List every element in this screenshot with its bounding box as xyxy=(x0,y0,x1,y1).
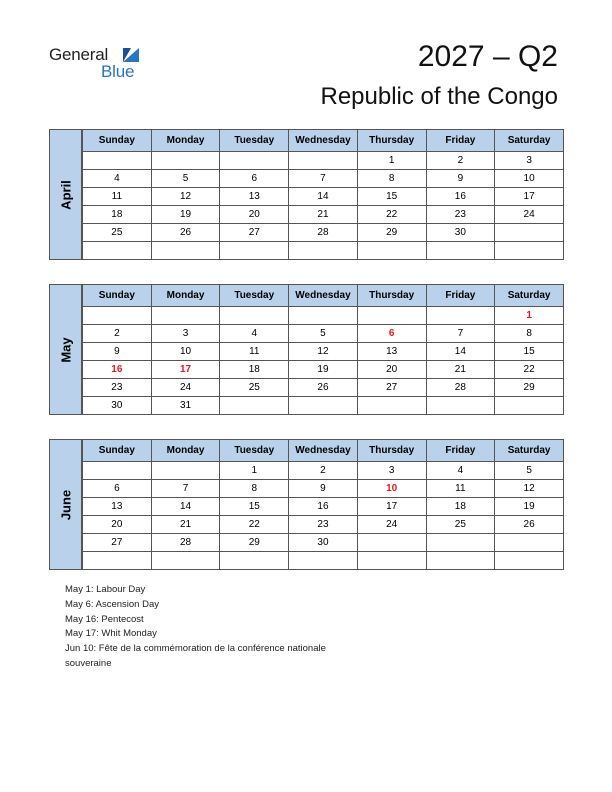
day-cell: 31 xyxy=(151,397,220,415)
day-cell xyxy=(151,462,220,480)
weekday-header: Saturday xyxy=(495,440,564,462)
weekday-header: Wednesday xyxy=(289,130,358,152)
day-cell: 26 xyxy=(289,379,358,397)
day-cell: 9 xyxy=(289,480,358,498)
day-cell: 22 xyxy=(357,206,426,224)
day-cell xyxy=(151,552,220,570)
day-cell: 8 xyxy=(495,325,564,343)
day-cell xyxy=(83,242,152,260)
day-cell: 20 xyxy=(357,361,426,379)
weekday-header: Friday xyxy=(426,440,495,462)
month-label xyxy=(49,129,82,260)
day-cell: 28 xyxy=(289,224,358,242)
day-cell: 29 xyxy=(357,224,426,242)
holiday-note: May 17: Whit Monday xyxy=(65,628,157,640)
day-cell xyxy=(357,534,426,552)
week-row xyxy=(83,307,564,325)
day-cell: 24 xyxy=(151,379,220,397)
day-cell xyxy=(495,242,564,260)
day-cell: 29 xyxy=(220,534,289,552)
day-cell xyxy=(220,397,289,415)
day-cell: 1 xyxy=(357,152,426,170)
weekday-header: Tuesday xyxy=(220,285,289,307)
week-row xyxy=(83,379,564,397)
day-cell: 6 xyxy=(83,480,152,498)
day-cell: 16 xyxy=(426,188,495,206)
day-cell: 5 xyxy=(151,170,220,188)
weekday-header: Monday xyxy=(151,285,220,307)
day-cell: 15 xyxy=(220,498,289,516)
day-cell xyxy=(83,152,152,170)
day-cell: 17 xyxy=(495,188,564,206)
weekday-header: Sunday xyxy=(83,440,152,462)
weekday-header-row xyxy=(83,285,564,307)
day-cell: 29 xyxy=(495,379,564,397)
week-row xyxy=(83,462,564,480)
day-cell: 19 xyxy=(495,498,564,516)
day-cell xyxy=(289,552,358,570)
day-cell xyxy=(289,397,358,415)
weekday-header: Friday xyxy=(426,285,495,307)
weekday-header-row xyxy=(83,440,564,462)
day-cell xyxy=(220,242,289,260)
day-cell: 19 xyxy=(151,206,220,224)
day-cell xyxy=(83,552,152,570)
day-cell: 23 xyxy=(426,206,495,224)
day-cell xyxy=(357,307,426,325)
day-cell: 2 xyxy=(83,325,152,343)
day-cell: 24 xyxy=(495,206,564,224)
week-row xyxy=(83,397,564,415)
day-cell xyxy=(495,534,564,552)
day-cell: 30 xyxy=(426,224,495,242)
day-cell: 28 xyxy=(151,534,220,552)
day-cell: 18 xyxy=(83,206,152,224)
day-cell: 2 xyxy=(426,152,495,170)
week-row xyxy=(83,343,564,361)
day-cell: 3 xyxy=(495,152,564,170)
month-label xyxy=(49,439,82,570)
day-cell: 26 xyxy=(151,224,220,242)
quarter-title: 2027 – Q2 xyxy=(417,40,558,73)
weekday-header: Wednesday xyxy=(289,440,358,462)
day-cell: 8 xyxy=(357,170,426,188)
weekday-header: Tuesday xyxy=(220,440,289,462)
weekday-header: Tuesday xyxy=(220,130,289,152)
holiday-note: May 6: Ascension Day xyxy=(65,598,159,610)
day-cell: 20 xyxy=(220,206,289,224)
day-cell: 11 xyxy=(83,188,152,206)
weekday-header: Friday xyxy=(426,130,495,152)
logo-triangle-shade-icon xyxy=(123,48,131,62)
day-cell xyxy=(289,152,358,170)
general-blue-logo xyxy=(49,45,149,85)
day-cell: 10 xyxy=(151,343,220,361)
day-cell xyxy=(495,224,564,242)
week-row xyxy=(83,242,564,260)
day-cell: 18 xyxy=(426,498,495,516)
day-cell: 27 xyxy=(220,224,289,242)
day-cell: 21 xyxy=(289,206,358,224)
week-row xyxy=(83,224,564,242)
day-cell: 6 xyxy=(357,325,426,343)
day-cell: 1 xyxy=(495,307,564,325)
day-cell: 17 xyxy=(357,498,426,516)
day-cell: 26 xyxy=(495,516,564,534)
day-cell: 11 xyxy=(220,343,289,361)
day-cell: 5 xyxy=(289,325,358,343)
day-cell: 12 xyxy=(495,480,564,498)
weekday-header: Sunday xyxy=(83,285,152,307)
day-cell: 14 xyxy=(151,498,220,516)
day-cell: 12 xyxy=(151,188,220,206)
week-row xyxy=(83,152,564,170)
day-cell: 22 xyxy=(220,516,289,534)
day-cell: 3 xyxy=(357,462,426,480)
day-cell xyxy=(357,397,426,415)
day-cell: 25 xyxy=(83,224,152,242)
day-cell: 21 xyxy=(151,516,220,534)
day-cell xyxy=(83,462,152,480)
day-cell: 2 xyxy=(289,462,358,480)
month-name: May xyxy=(58,336,73,363)
day-cell: 16 xyxy=(289,498,358,516)
day-cell: 6 xyxy=(220,170,289,188)
week-row xyxy=(83,534,564,552)
day-cell: 7 xyxy=(151,480,220,498)
week-row xyxy=(83,498,564,516)
day-cell xyxy=(426,397,495,415)
holiday-note: May 1: Labour Day xyxy=(65,584,146,595)
day-cell xyxy=(151,242,220,260)
day-cell: 9 xyxy=(83,343,152,361)
week-row xyxy=(83,552,564,570)
day-cell xyxy=(151,307,220,325)
day-cell: 4 xyxy=(426,462,495,480)
holiday-note: Jun 10: Fête de la commémoration de la conférence nationale souveraine xyxy=(65,643,326,669)
day-cell xyxy=(426,242,495,260)
day-cell xyxy=(220,152,289,170)
day-cell xyxy=(289,307,358,325)
week-row xyxy=(83,361,564,379)
week-row xyxy=(83,170,564,188)
day-cell: 25 xyxy=(426,516,495,534)
day-cell: 10 xyxy=(495,170,564,188)
day-cell: 13 xyxy=(83,498,152,516)
week-row xyxy=(83,516,564,534)
day-cell: 24 xyxy=(357,516,426,534)
month-name: June xyxy=(58,489,73,520)
day-cell: 30 xyxy=(289,534,358,552)
day-cell xyxy=(495,397,564,415)
day-cell: 27 xyxy=(83,534,152,552)
day-cell xyxy=(289,242,358,260)
month-name: April xyxy=(58,179,73,210)
day-cell: 1 xyxy=(220,462,289,480)
day-cell: 17 xyxy=(151,361,220,379)
day-cell: 9 xyxy=(426,170,495,188)
day-cell xyxy=(357,242,426,260)
calendar-grid xyxy=(82,129,564,260)
weekday-header: Monday xyxy=(151,130,220,152)
day-cell: 4 xyxy=(220,325,289,343)
day-cell: 13 xyxy=(357,343,426,361)
day-cell: 15 xyxy=(495,343,564,361)
day-cell xyxy=(495,552,564,570)
day-cell: 28 xyxy=(426,379,495,397)
day-cell: 27 xyxy=(357,379,426,397)
day-cell xyxy=(426,534,495,552)
holiday-notes xyxy=(65,583,365,672)
day-cell: 7 xyxy=(289,170,358,188)
day-cell: 30 xyxy=(83,397,152,415)
day-cell: 12 xyxy=(289,343,358,361)
day-cell: 20 xyxy=(83,516,152,534)
day-cell: 8 xyxy=(220,480,289,498)
week-row xyxy=(83,188,564,206)
day-cell: 13 xyxy=(220,188,289,206)
day-cell: 19 xyxy=(289,361,358,379)
holiday-note: May 16: Pentecost xyxy=(65,613,144,625)
weekday-header: Thursday xyxy=(357,440,426,462)
weekday-header: Sunday xyxy=(83,130,152,152)
weekday-header-row xyxy=(83,130,564,152)
day-cell xyxy=(426,552,495,570)
day-cell: 16 xyxy=(83,361,152,379)
country-title: Republic of the Congo xyxy=(320,83,558,110)
calendar-grid xyxy=(82,439,564,570)
day-cell: 7 xyxy=(426,325,495,343)
week-row xyxy=(83,325,564,343)
day-cell: 22 xyxy=(495,361,564,379)
day-cell: 14 xyxy=(426,343,495,361)
logo-word-general: General xyxy=(49,45,109,64)
day-cell: 18 xyxy=(220,361,289,379)
weekday-header: Thursday xyxy=(357,285,426,307)
month-label xyxy=(49,284,82,415)
week-row xyxy=(83,480,564,498)
logo-word-blue: Blue xyxy=(101,62,135,81)
weekday-header: Thursday xyxy=(357,130,426,152)
day-cell: 4 xyxy=(83,170,152,188)
weekday-header: Wednesday xyxy=(289,285,358,307)
day-cell: 10 xyxy=(357,480,426,498)
day-cell xyxy=(220,552,289,570)
day-cell xyxy=(220,307,289,325)
day-cell xyxy=(83,307,152,325)
day-cell: 5 xyxy=(495,462,564,480)
day-cell: 23 xyxy=(83,379,152,397)
day-cell xyxy=(426,307,495,325)
day-cell: 11 xyxy=(426,480,495,498)
day-cell: 23 xyxy=(289,516,358,534)
day-cell: 25 xyxy=(220,379,289,397)
day-cell: 15 xyxy=(357,188,426,206)
day-cell: 21 xyxy=(426,361,495,379)
weekday-header: Monday xyxy=(151,440,220,462)
weekday-header: Saturday xyxy=(495,285,564,307)
day-cell xyxy=(357,552,426,570)
calendar-grid xyxy=(82,284,564,415)
week-row xyxy=(83,206,564,224)
weekday-header: Saturday xyxy=(495,130,564,152)
day-cell xyxy=(151,152,220,170)
day-cell: 14 xyxy=(289,188,358,206)
day-cell: 3 xyxy=(151,325,220,343)
